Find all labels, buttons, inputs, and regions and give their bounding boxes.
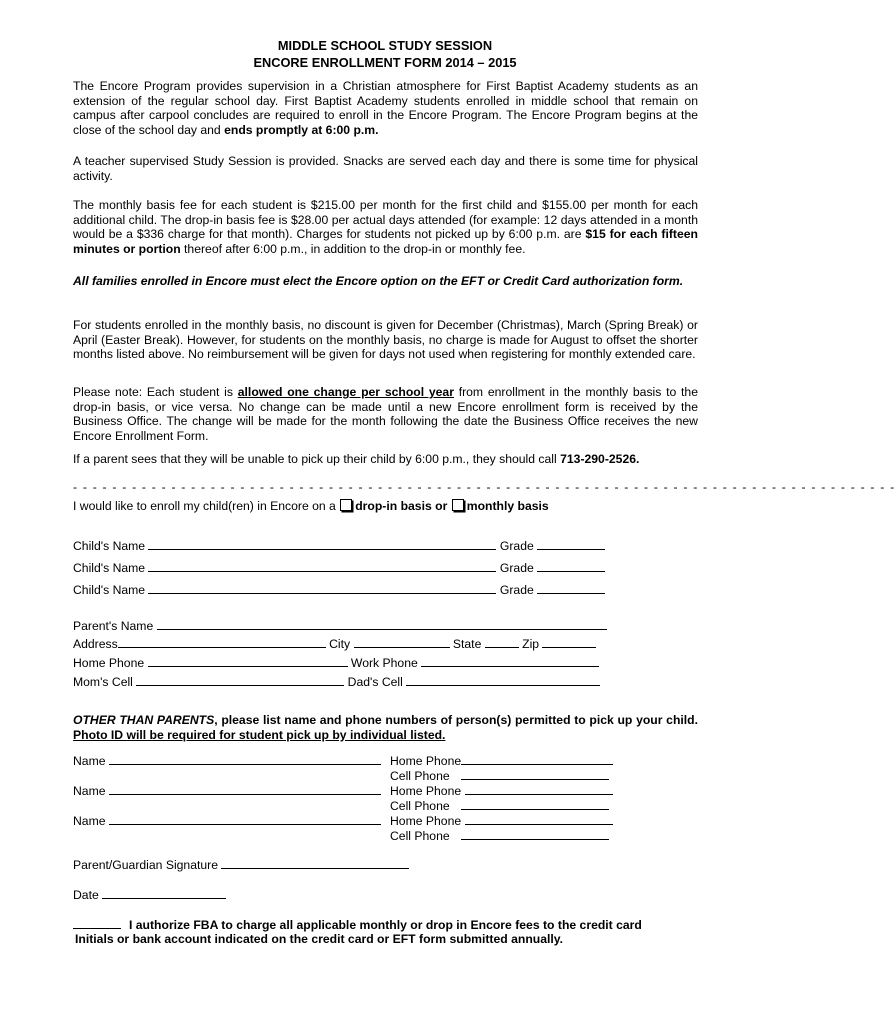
eft-notice: All families enrolled in Encore must elect the Encore option on the EFT or Credit Card authorization form. bbox=[73, 274, 684, 288]
child-row-3: Child's Name Grade bbox=[73, 582, 605, 598]
enrollment-choice-line: I would like to enroll my child(ren) in Encore on a drop-in basis or monthly basis bbox=[73, 499, 549, 513]
moms-cell-field[interactable] bbox=[136, 674, 344, 686]
address-field[interactable] bbox=[118, 636, 326, 648]
home-phone-field[interactable] bbox=[148, 655, 348, 667]
initials-field[interactable] bbox=[73, 917, 121, 929]
child-row-1: Child's Name Grade bbox=[73, 538, 605, 554]
pickup-name-field-2[interactable] bbox=[109, 783, 381, 795]
parent-name-field[interactable] bbox=[157, 618, 607, 630]
pickup-cell-phone-field-2[interactable] bbox=[461, 798, 609, 810]
phone-row: Home Phone Work Phone bbox=[73, 655, 599, 671]
child-row-2: Child's Name Grade bbox=[73, 560, 605, 576]
city-field[interactable] bbox=[354, 636, 450, 648]
address-row: Address City State Zip bbox=[73, 636, 596, 652]
form-subtitle: ENCORE ENROLLMENT FORM 2014 – 2015 bbox=[253, 55, 517, 70]
date-field[interactable] bbox=[102, 887, 226, 899]
drop-in-checkbox[interactable] bbox=[340, 499, 352, 511]
program-description: The Encore Program provides supervision in a Christian atmosphere for First Baptist Academy students as an extension of the regular school day. First Baptist Academy students enrolled in middle school that remain on campus after carpool concludes are required to enroll in the Encore Program. The Encore Program begins at the close of the school day and ends promptly at 6:00 p.m. bbox=[73, 79, 698, 137]
study-session-description: A teacher supervised Study Session is provided. Snacks are served each day and there is some time for physical activity. bbox=[73, 154, 698, 183]
change-policy: Please note: Each student is allowed one change per school year from enrollment in the monthly basis to the drop-in basis, or vice versa. No change can be made until a new Encore enrollment form is received by the Business Office. The change will be made for the month following the date the Business Office receives the new Encore Enrollment Form. bbox=[73, 385, 698, 443]
date-row: Date bbox=[73, 887, 226, 903]
discount-policy: For students enrolled in the monthly basis, no discount is given for December (Christmas), March (Spring Break) or April (Easter Break). However, for students on the monthly basis, no charge is made for August to offset the shorter months listed above. No reimbursement will be given for days not used when registering for monthly extended care. bbox=[73, 318, 698, 362]
pickup-cell-phone-row-3: Cell Phone bbox=[390, 828, 609, 844]
zip-field[interactable] bbox=[542, 636, 596, 648]
pickup-home-phone-row-3: Home Phone bbox=[390, 813, 613, 829]
pickup-home-phone-row-1: Home Phone bbox=[390, 753, 613, 769]
child-name-field-3[interactable] bbox=[148, 582, 496, 594]
pickup-cell-phone-field-1[interactable] bbox=[461, 768, 609, 780]
pickup-name-field-3[interactable] bbox=[109, 813, 381, 825]
form-title: MIDDLE SCHOOL STUDY SESSION bbox=[277, 38, 493, 53]
fee-description: The monthly basis fee for each student is $215.00 per month for the first child and $155.00 per month for each additional child. The drop-in basis fee is $28.00 per actual days attended (for example: 12 days attended in a month would be a $336 charge for that month). Charges for students not picked up by 6:00 p.m. are $15 for each fifteen minutes or portion thereof after 6:00 p.m., in addition to the drop-in or monthly fee. bbox=[73, 198, 698, 256]
state-field[interactable] bbox=[485, 636, 519, 648]
pickup-cell-phone-field-3[interactable] bbox=[461, 828, 609, 840]
monthly-checkbox[interactable] bbox=[452, 499, 464, 511]
pickup-home-phone-field-1[interactable] bbox=[461, 753, 613, 765]
pickup-heading: OTHER THAN PARENTS, please list name and phone numbers of person(s) permitted to pick up your child. Photo ID will be required for student pick up by individual listed. bbox=[73, 713, 699, 742]
dads-cell-field[interactable] bbox=[406, 674, 600, 686]
authorization-line-2: Initials or bank account indicated on the credit card or EFT form submitted annually. bbox=[75, 932, 564, 946]
pickup-name-field-1[interactable] bbox=[109, 753, 381, 765]
late-pickup-notice: If a parent sees that they will be unable to pick up their child by 6:00 p.m., they should call 713-290-2526. bbox=[73, 452, 640, 466]
pickup-cell-phone-row-1: Cell Phone bbox=[390, 768, 609, 784]
child-grade-field-1[interactable] bbox=[537, 538, 605, 550]
cell-row: Mom's Cell Dad's Cell bbox=[73, 674, 600, 690]
pickup-home-phone-field-3[interactable] bbox=[465, 813, 613, 825]
pickup-home-phone-row-2: Home Phone bbox=[390, 783, 613, 799]
signature-field[interactable] bbox=[221, 857, 409, 869]
pickup-home-phone-field-2[interactable] bbox=[465, 783, 613, 795]
pickup-name-row-2: Name bbox=[73, 783, 381, 799]
child-grade-field-3[interactable] bbox=[537, 582, 605, 594]
child-name-field-1[interactable] bbox=[148, 538, 496, 550]
pickup-name-row-3: Name bbox=[73, 813, 381, 829]
pickup-name-row-1: Name bbox=[73, 753, 381, 769]
work-phone-field[interactable] bbox=[421, 655, 599, 667]
cut-line-divider: - - - - - - - - - - - - - - - - - - - - - - - - - - - - - - - - - - - - - - - - - - - - - - - - - - - - - - - - - - - - - - - - - - - - - - - - - - - - - - - - - - - - bbox=[73, 480, 895, 494]
child-name-field-2[interactable] bbox=[148, 560, 496, 572]
authorization-line-1: I authorize FBA to charge all applicable monthly or drop in Encore fees to the credit card bbox=[73, 917, 642, 933]
child-grade-field-2[interactable] bbox=[537, 560, 605, 572]
signature-row: Parent/Guardian Signature bbox=[73, 857, 409, 873]
parent-name-row: Parent's Name bbox=[73, 618, 607, 634]
pickup-cell-phone-row-2: Cell Phone bbox=[390, 798, 609, 814]
